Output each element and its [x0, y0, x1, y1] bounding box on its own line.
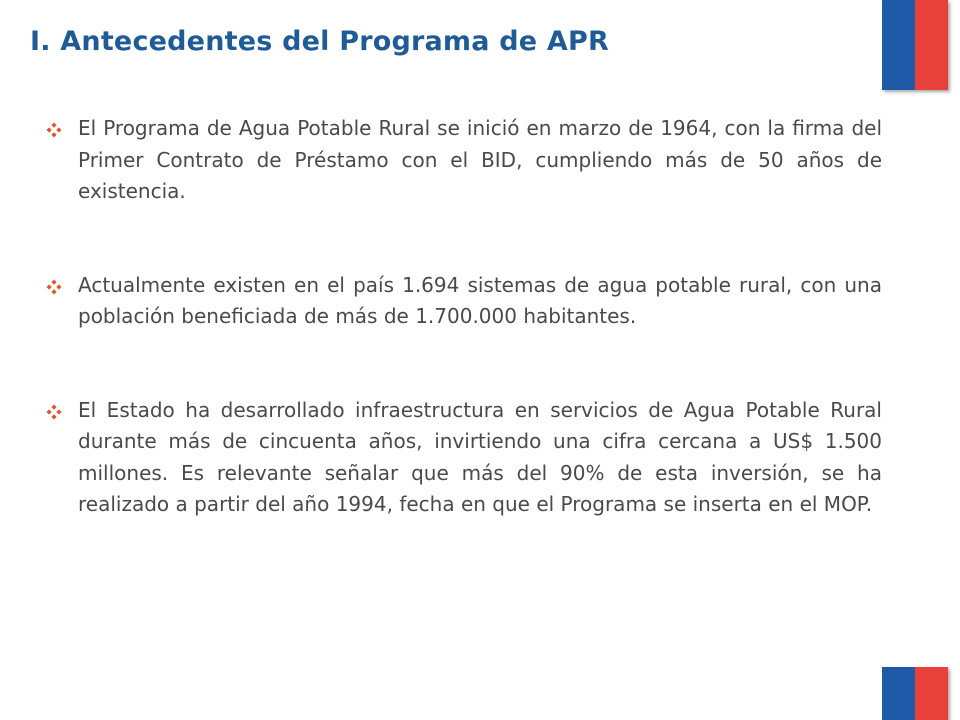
bullet-text-2: Actualmente existen en el país 1.694 sistemas de agua potable rural, con una población beneficiada de más de 1.700.000 habitantes.: [78, 272, 882, 328]
flag-blue-band: [882, 667, 915, 720]
flag-stripe-top: [882, 0, 948, 90]
four-diamond-icon: [46, 279, 62, 295]
bullet-item-3: [46, 395, 882, 521]
bullet-text-3: El Estado ha desarrollado infraestructura en servicios de Agua Potable Rural durante más de cincuenta años, invirtiendo una cifra cercana a US$ 1.500 millones. Es relevante señalar que más del 90% de esta inversión, se ha realizado a partir del año 1994, fecha en que el Programa se inserta en el MOP.: [78, 397, 882, 516]
slide-title: I. Antecedentes del Programa de APR: [30, 26, 609, 57]
four-diamond-icon: [46, 122, 62, 138]
flag-red-band: [915, 667, 948, 720]
bullet-item-1: [46, 113, 882, 208]
bullet-list: [46, 113, 882, 521]
flag-blue-band: [882, 0, 915, 90]
bullet-text-1: El Programa de Agua Potable Rural se inició en marzo de 1964, con la firma del Primer Contrato de Préstamo con el BID, cumpliendo más de 50 años de existencia.: [78, 116, 882, 203]
flag-red-band: [915, 0, 948, 90]
bullet-item-2: [46, 270, 882, 333]
flag-stripe-bottom: [882, 667, 948, 720]
four-diamond-icon: [46, 404, 62, 420]
